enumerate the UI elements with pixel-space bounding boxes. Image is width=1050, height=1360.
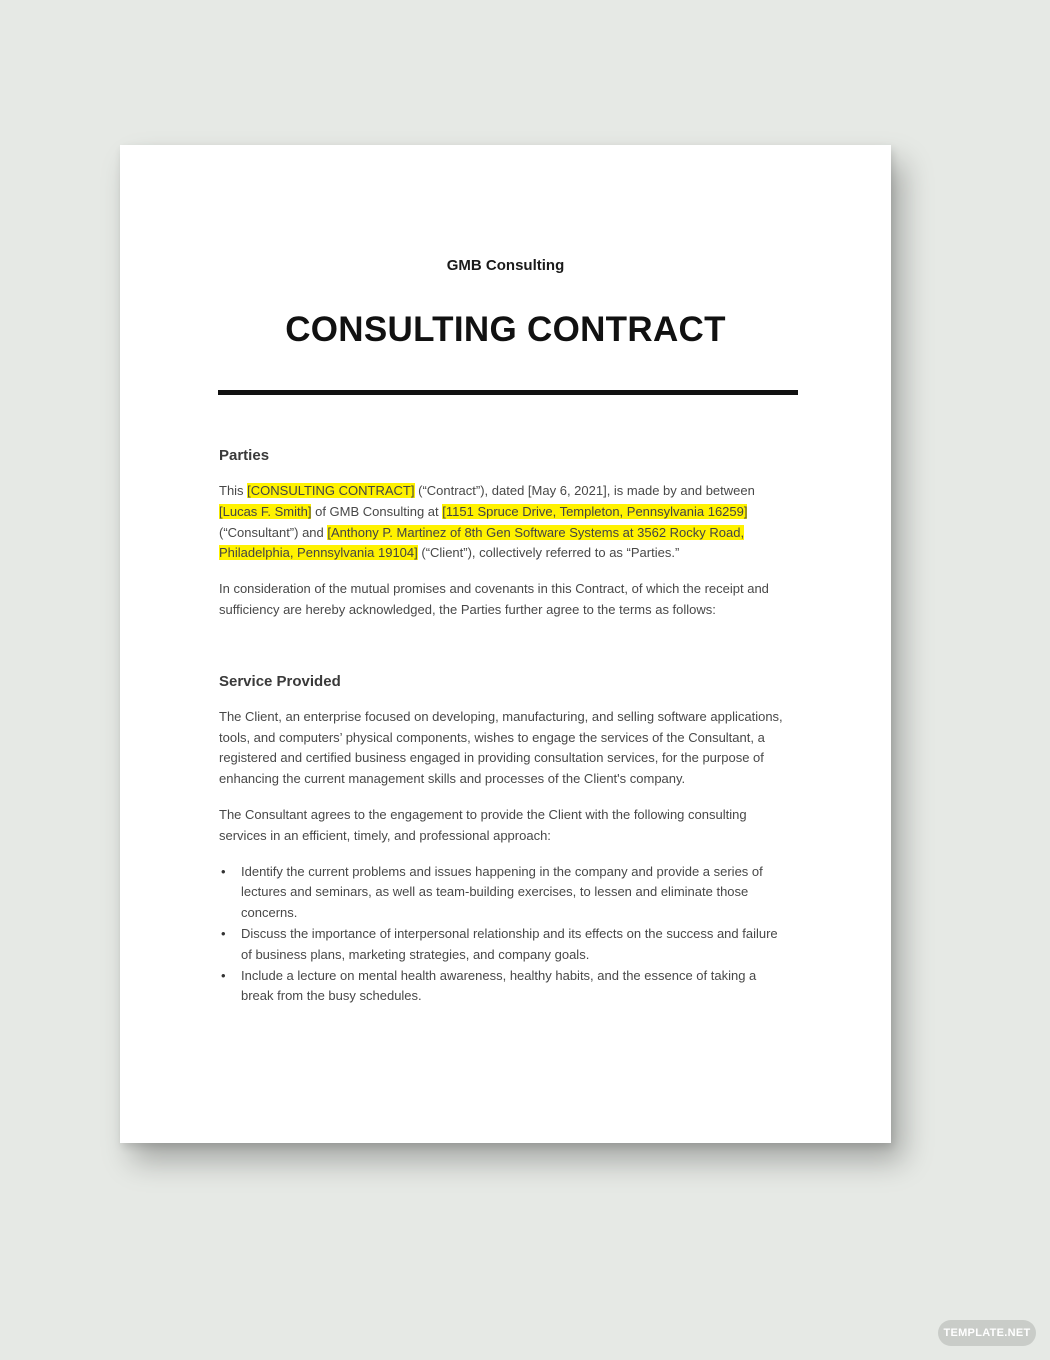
text-run: of GMB Consulting at	[311, 503, 443, 519]
section-heading-service: Service Provided	[219, 672, 341, 690]
bullet-icon: •	[221, 967, 226, 983]
text-run: (“Contract”), dated [May 6, 2021], is made by and between	[414, 483, 755, 498]
list-item-text: Identify the current problems and issues happening in the company and provide a series of lectures and seminars, as well as team-building exercises, to lessen and eliminate those concerns.	[241, 863, 763, 921]
highlighted-placeholder: [Anthony P. Martinez of 8th Gen Software Systems at 3562 Rocky Road, Philadelphia, Pennsylvania 19104]	[219, 524, 745, 561]
document-title: CONSULTING CONTRACT	[285, 310, 726, 349]
list-item	[219, 924, 791, 966]
title-divider	[218, 390, 798, 395]
parties-paragraph	[219, 481, 791, 564]
document-page	[120, 145, 891, 1143]
highlighted-placeholder: [1151 Spruce Drive, Templeton, Pennsylvania 16259]	[442, 503, 748, 519]
list-item-text: Include a lecture on mental health awareness, healthy habits, and the essence of taking a break from the busy schedules.	[241, 967, 757, 1004]
service-paragraph-1: The Client, an enterprise focused on developing, manufacturing, and selling software applications, tools, and computers’ physical components, wishes to engage the services of the Consultant, a registered and certified business engaged in providing consultation services, for the purpose of enhancing the current management skills and processes of the Client's company.	[219, 708, 783, 787]
service-paragraph-2: The Consultant agrees to the engagement to provide the Client with the following consulting services in an efficient, timely, and professional approach:	[219, 806, 747, 843]
highlighted-placeholder: [Lucas F. Smith]	[219, 503, 312, 519]
document-body	[219, 445, 791, 1007]
list-item-text: Discuss the importance of interpersonal relationship and its effects on the success and failure of business plans, marketing strategies, and company goals.	[241, 925, 778, 962]
watermark-badge: TEMPLATE.NET	[938, 1320, 1036, 1346]
bullet-icon: •	[221, 925, 226, 941]
section-spacer	[219, 636, 791, 671]
highlighted-placeholder: [CONSULTING CONTRACT]	[247, 483, 415, 498]
bullet-icon: •	[221, 863, 226, 879]
list-item	[219, 862, 791, 924]
consideration-paragraph: In consideration of the mutual promises and covenants in this Contract, of which the receipt and sufficiency are hereby acknowledged, the Parties further agree to the terms as follows:	[219, 581, 769, 617]
section-heading-parties: Parties	[219, 447, 270, 464]
services-list	[219, 862, 791, 1008]
text-run: This	[219, 483, 248, 498]
text-run: (“Consultant”) and	[219, 524, 328, 540]
list-item	[219, 966, 791, 1008]
text-run: (“Client”), collectively referred to as “Parties.”	[417, 545, 680, 561]
organization-name: GMB Consulting	[446, 257, 565, 274]
